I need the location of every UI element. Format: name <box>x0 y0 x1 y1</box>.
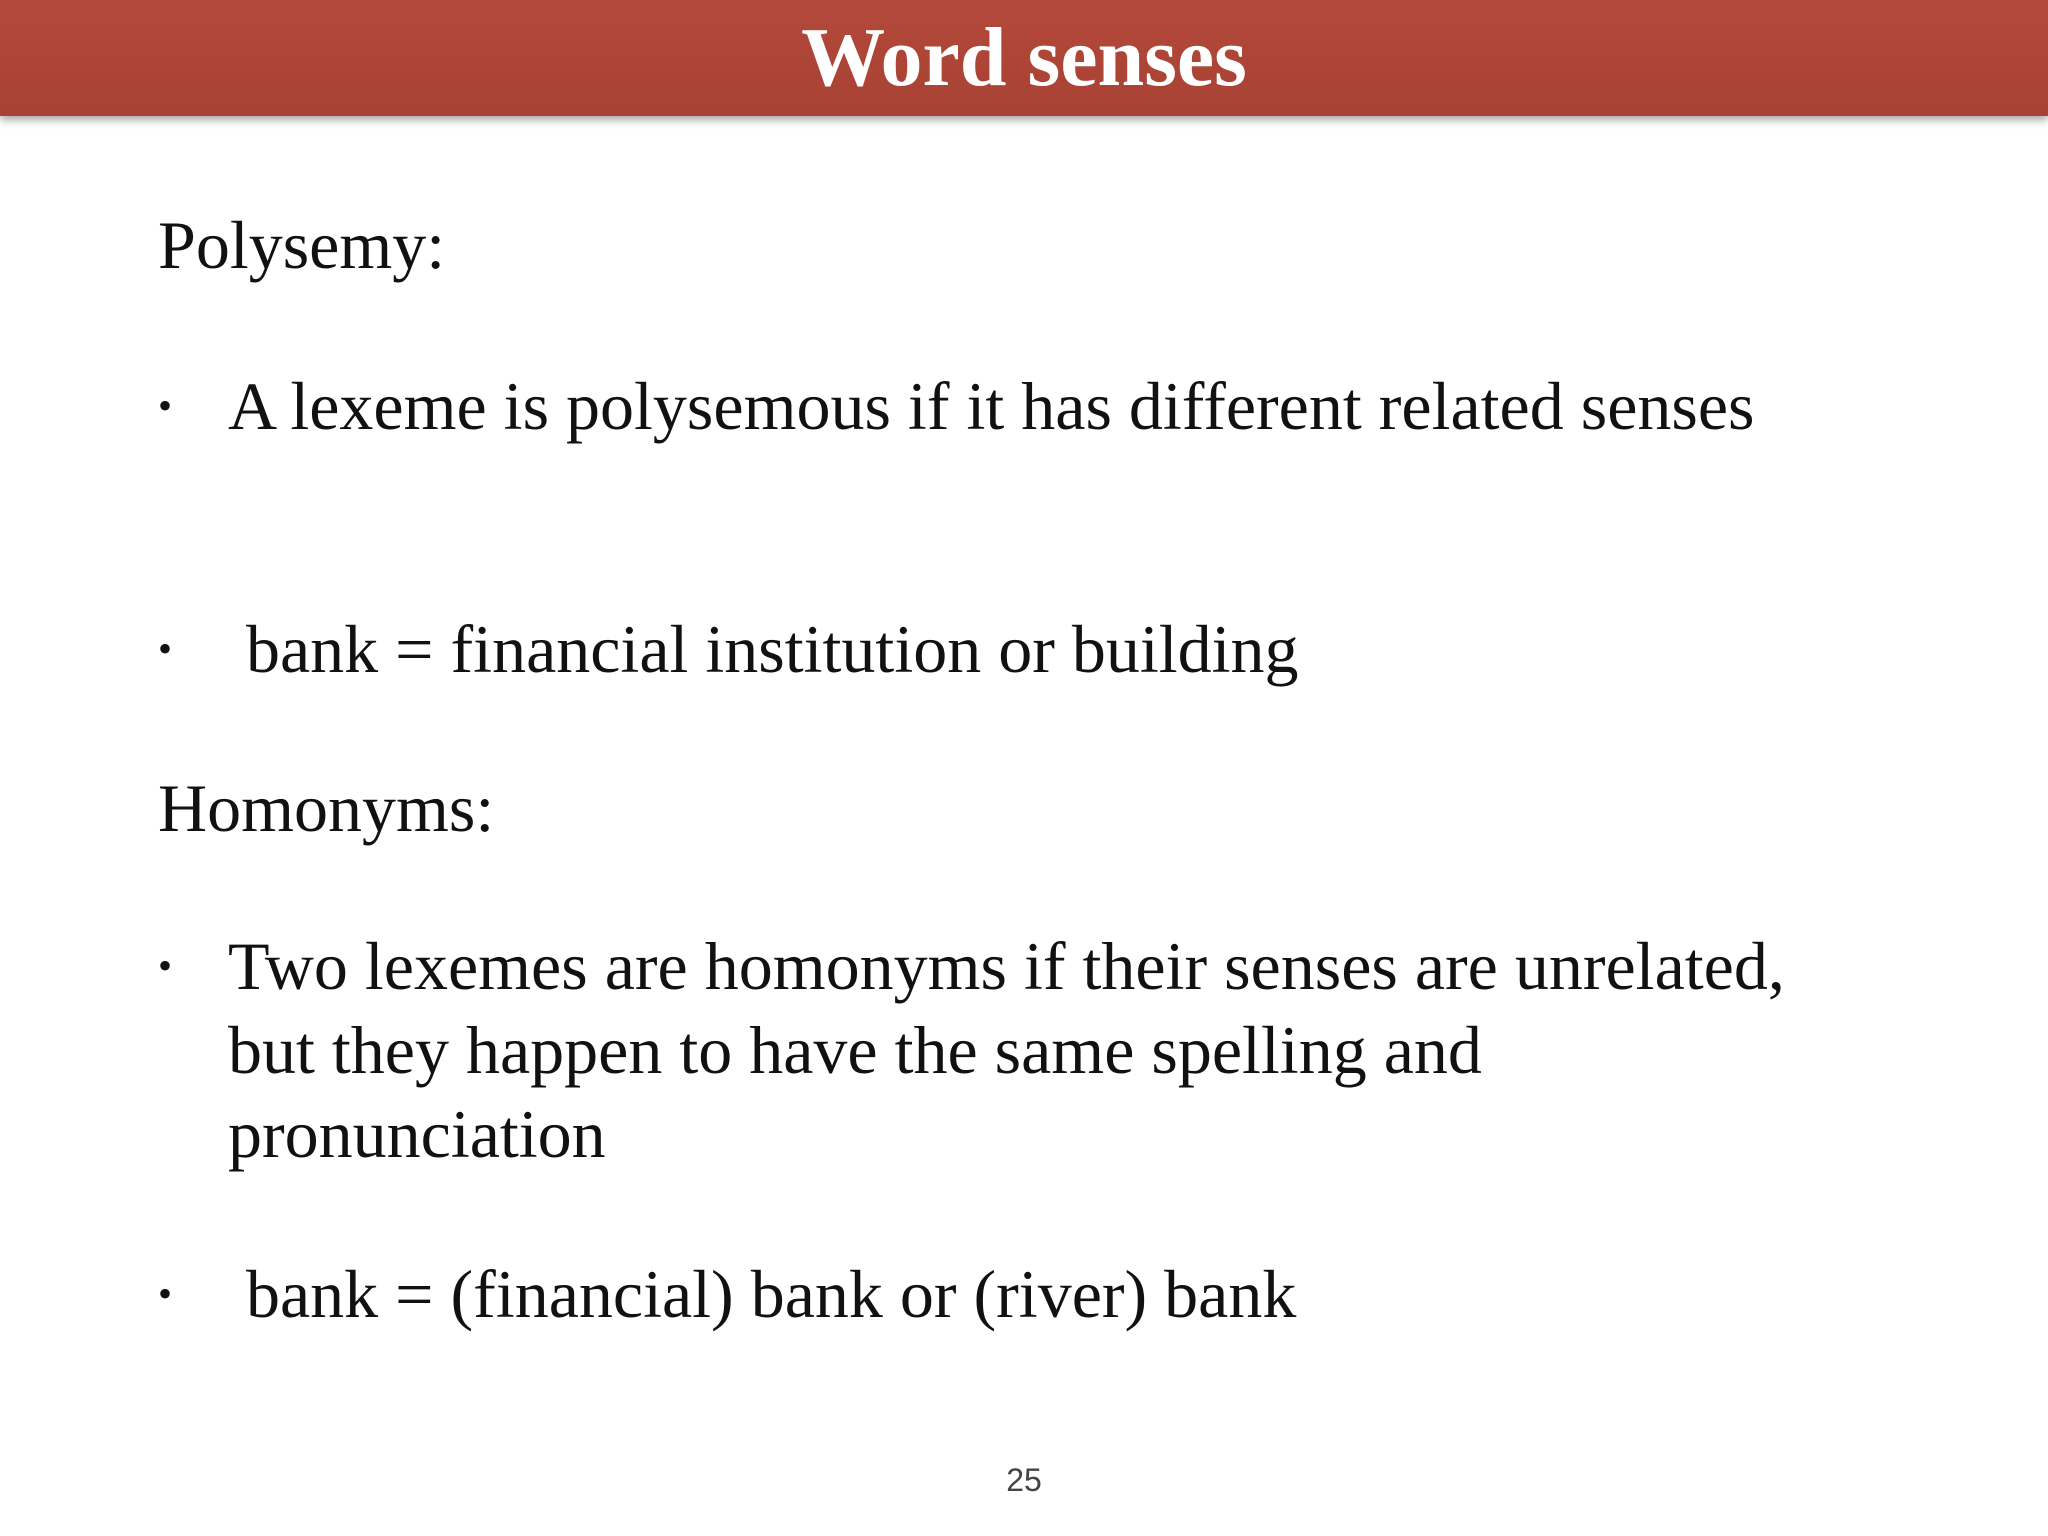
bullet-item <box>158 924 1858 1184</box>
bullet-marker: • <box>158 943 173 988</box>
section-heading-polysemy: Polysemy: <box>158 207 446 283</box>
bullet-marker: • <box>158 383 173 428</box>
bullet-item <box>158 1252 1858 1342</box>
title-bar <box>0 0 2048 116</box>
bullet-text: bank = (financial) bank or (river) bank <box>246 1256 1297 1332</box>
bullet-text: Two lexemes are homonyms if their senses are unrelated, but they happen to have the same spelling and pronunciation <box>228 928 1785 1172</box>
bullet-item <box>158 607 1858 697</box>
bullet-text: bank = financial institution or building <box>246 611 1299 687</box>
page-number: 25 <box>1006 1462 1042 1498</box>
bullet-item <box>158 364 1858 534</box>
bullet-marker: • <box>158 1271 173 1316</box>
section-heading-homonyms: Homonyms: <box>158 770 495 846</box>
bullet-text: A lexeme is polysemous if it has different related senses <box>228 368 1755 444</box>
bullet-marker: • <box>158 626 173 671</box>
slide-title: Word senses <box>801 11 1247 104</box>
